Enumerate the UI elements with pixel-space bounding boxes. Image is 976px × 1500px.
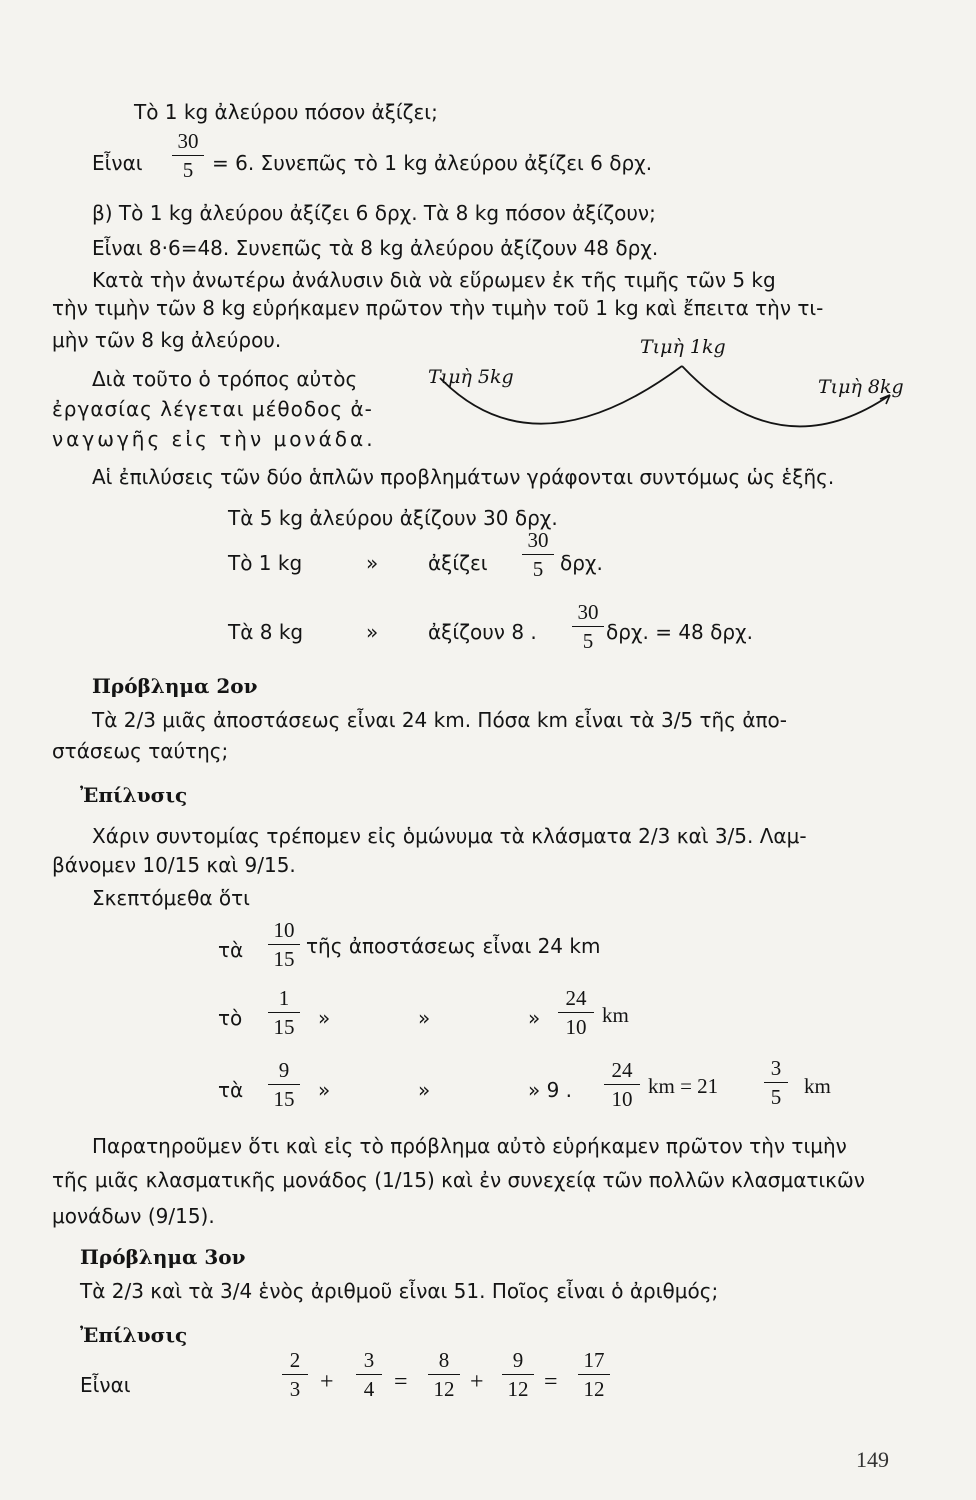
section-heading-problem-3: Πρόβλημα 3ον	[80, 1245, 246, 1269]
fraction-9-12: 9 12	[502, 1350, 534, 1400]
fraction-8-12: 8 12	[428, 1350, 460, 1400]
text-line: δρχ. = 48 δρχ.	[606, 620, 753, 644]
fraction-3-5: 3 5	[764, 1058, 788, 1108]
text-line: Παρατηροῦμεν ὅτι καὶ εἰς τὸ πρόβλημα αὐτὸ εὑρήκαμεν πρῶτον τὴν τιμὴν	[92, 1134, 847, 1158]
text-line: ναγωγῆς εἰς τὴν μονάδα.	[52, 427, 376, 451]
text-line: km = 21	[648, 1074, 719, 1098]
diagram-label-price-8kg: Τιμὴ 8kg	[818, 376, 904, 398]
text-line: » 9 .	[528, 1078, 573, 1102]
text-line: Τὰ 8 kg	[228, 620, 304, 644]
text-line: Τὰ 5 kg ἀλεύρου ἀξίζουν 30 δρχ.	[228, 506, 558, 530]
fraction-30-5: 30 5	[572, 602, 604, 652]
ditto-mark: »	[418, 1006, 431, 1030]
text-line: = 6. Συνεπῶς τὸ 1 kg ἀλεύρου ἀξίζει 6 δρχ.	[212, 151, 653, 175]
fraction-17-12: 17 12	[578, 1350, 610, 1400]
text-line: Εἶναι 8·6=48. Συνεπῶς τὰ 8 kg ἀλεύρου ἀξίζουν 48 δρχ.	[92, 236, 659, 260]
text-line: ἀξίζει	[428, 551, 488, 575]
text-line: στάσεως ταύτης;	[52, 739, 229, 763]
text-line: Τὰ 2/3 μιᾶς ἀποστάσεως εἶναι 24 km. Πόσα km εἶναι τὰ 3/5 τῆς ἀπο-	[92, 708, 787, 732]
diagram-label-price-1kg: Τιμὴ 1kg	[640, 336, 726, 358]
text-line: τὰ	[218, 938, 244, 962]
text-line: μὴν τῶν 8 kg ἀλεύρου.	[52, 328, 282, 352]
plus-sign: +	[320, 1369, 334, 1395]
fraction-24-10: 24 10	[558, 988, 594, 1038]
fraction-30-5: 30 5	[172, 131, 204, 181]
ditto-mark: »	[366, 620, 379, 644]
section-heading-problem-2: Πρόβλημα 2ον	[92, 674, 258, 698]
text-line: Αἱ ἐπιλύσεις τῶν δύο ἁπλῶν προβλημάτων γράφονται συντόμως ὡς ἑξῆς.	[92, 465, 835, 489]
equals-sign: =	[544, 1369, 558, 1395]
text-line: Τὰ 2/3 καὶ τὰ 3/4 ἑνὸς ἀριθμοῦ εἶναι 51. Ποῖος εἶναι ὁ ἀριθμός;	[80, 1279, 719, 1303]
page-number: 149	[856, 1447, 889, 1472]
text-line: Τὸ 1 kg	[228, 551, 303, 575]
text-line: μονάδων (9/15).	[52, 1204, 215, 1228]
unit-km: km	[804, 1074, 831, 1098]
text-line: τῆς μιᾶς κλασματικῆς μονάδος (1/15) καὶ ἐν συνεχείᾳ τῶν πολλῶν κλασματικῶν	[52, 1168, 865, 1192]
ditto-mark: »	[318, 1078, 331, 1102]
text-line: Χάριν συντομίας τρέπομεν εἰς ὁμώνυμα τὰ κλάσματα 2/3 καὶ 3/5. Λαμ-	[92, 824, 807, 848]
ditto-mark: »	[366, 551, 379, 575]
fraction-24-10: 24 10	[604, 1060, 640, 1110]
ditto-mark: »	[318, 1006, 331, 1030]
fraction-30-5: 30 5	[522, 530, 554, 580]
text-line: ἀξίζουν 8 .	[428, 620, 537, 644]
text-line: Εἶναι	[80, 1373, 131, 1397]
text-line: Εἶναι	[92, 151, 143, 175]
fraction-3-4: 3 4	[356, 1350, 382, 1400]
text-line: τὸ	[218, 1006, 243, 1030]
text-line: τὴν τιμὴν τῶν 8 kg εὑρήκαμεν πρῶτον τὴν τιμὴν τοῦ 1 kg καὶ ἔπειτα τὴν τι-	[52, 296, 824, 320]
text-line: Τὸ 1 kg ἀλεύρου πόσον ἀξίζει;	[134, 100, 438, 124]
fraction-10-15: 10 15	[268, 920, 300, 970]
fraction-1-15: 1 15	[268, 988, 300, 1038]
text-line: τῆς ἀποστάσεως εἶναι 24 km	[306, 934, 601, 958]
ditto-mark: »	[418, 1078, 431, 1102]
text-line: ἐργασίας λέγεται μέθοδος ἀ-	[52, 397, 373, 421]
section-heading-solution: Ἐπίλυσις	[80, 783, 188, 807]
text-line: Κατὰ τὴν ἀνωτέρω ἀνάλυσιν διὰ νὰ εὕρωμεν ἐκ τῆς τιμῆς τῶν 5 kg	[92, 268, 776, 292]
text-line: δρχ.	[560, 551, 603, 575]
plus-sign: +	[470, 1369, 484, 1395]
text-line: τὰ	[218, 1078, 244, 1102]
fraction-2-3: 2 3	[282, 1350, 308, 1400]
section-heading-solution: Ἐπίλυσις	[80, 1323, 188, 1347]
text-line: Διὰ τοῦτο ὁ τρόπος αὐτὸς	[92, 367, 358, 391]
text-line: Σκεπτόμεθα ὅτι	[92, 886, 250, 910]
text-line: β) Τὸ 1 kg ἀλεύρου ἀξίζει 6 δρχ. Τὰ 8 kg πόσον ἀξίζουν;	[92, 201, 656, 225]
equals-sign: =	[394, 1369, 408, 1395]
text-line: βάνομεν 10/15 καὶ 9/15.	[52, 853, 296, 877]
fraction-9-15: 9 15	[268, 1060, 300, 1110]
diagram-label-price-5kg: Τιμὴ 5kg	[428, 366, 514, 388]
unit-km: km	[602, 1003, 629, 1027]
ditto-mark: »	[528, 1006, 541, 1030]
